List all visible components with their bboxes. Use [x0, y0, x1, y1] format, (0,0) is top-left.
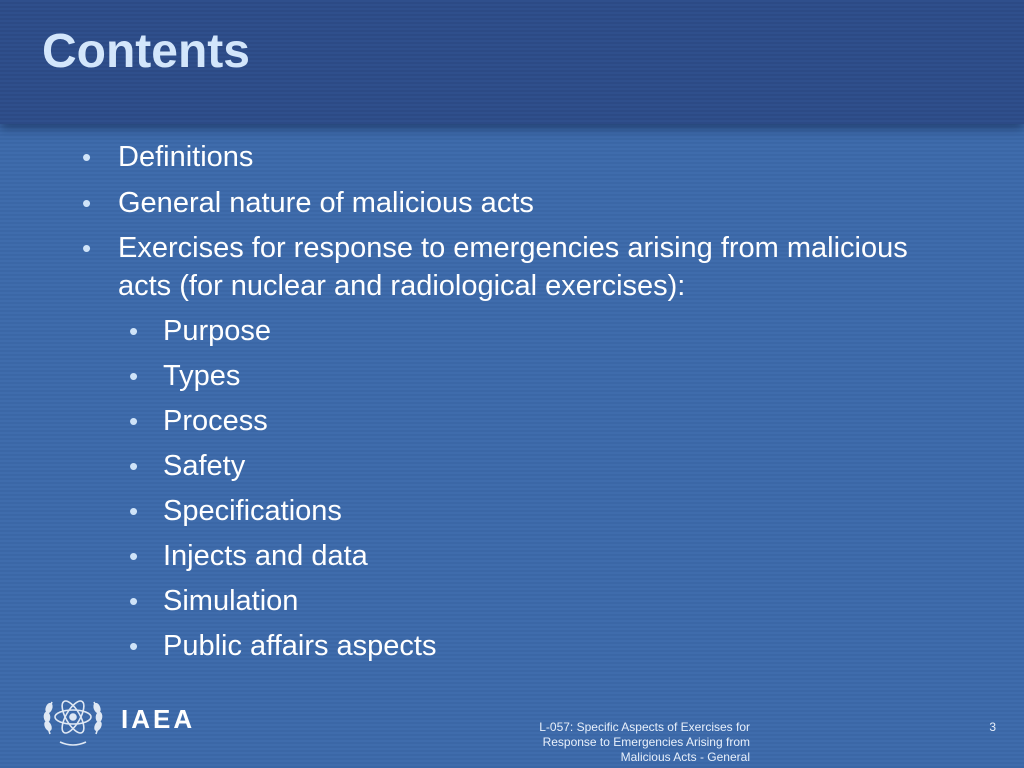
bullet-icon: • — [129, 316, 139, 346]
list-item — [129, 492, 963, 530]
list-item — [129, 582, 963, 620]
list-item-text: Purpose — [163, 315, 272, 347]
list-item — [129, 537, 963, 575]
footer-caption — [450, 720, 750, 765]
list-item-text: Safety — [163, 450, 246, 482]
list-item — [129, 312, 963, 350]
list-item-text: General nature of malicious acts — [118, 187, 534, 219]
list-item-text: Process — [163, 405, 268, 437]
list-item-text: Injects and data — [163, 540, 368, 572]
bullet-icon: • — [129, 361, 139, 391]
bullet-icon: • — [129, 541, 139, 571]
list-item — [82, 229, 958, 305]
slide-title: Contents — [42, 25, 250, 78]
list-item-text: Public affairs aspects — [163, 630, 437, 662]
footer-caption-line: Response to Emergencies Arising from — [542, 735, 750, 749]
page-number: 3 — [989, 720, 996, 734]
list-item-text: Definitions — [118, 141, 254, 173]
bullet-icon: • — [82, 142, 92, 172]
list-item — [82, 184, 978, 222]
bullet-icon: • — [129, 586, 139, 616]
list-item-text: Simulation — [163, 585, 299, 617]
footer-caption-line: Malicious Acts - General — [620, 750, 750, 764]
bullet-icon: • — [82, 188, 92, 218]
bullet-icon: • — [82, 233, 92, 263]
bullet-icon: • — [129, 406, 139, 436]
list-item — [129, 402, 963, 440]
iaea-atom-emblem-icon — [40, 684, 106, 750]
list-item — [129, 447, 963, 485]
bullet-icon: • — [129, 631, 139, 661]
list-item-text: Specifications — [163, 495, 342, 527]
bullet-icon: • — [129, 496, 139, 526]
list-item — [129, 357, 963, 395]
bullet-icon: • — [129, 451, 139, 481]
list-item — [129, 627, 963, 665]
iaea-logo-text: IAEA — [121, 704, 196, 734]
footer-caption-line: L-057: Specific Aspects of Exercises for — [539, 720, 750, 734]
list-item-text: Exercises for response to emergencies arising from malicious acts (for nuclear and radiological exercises): — [118, 232, 908, 302]
list-item-text: Types — [163, 360, 241, 392]
list-item — [82, 138, 978, 176]
